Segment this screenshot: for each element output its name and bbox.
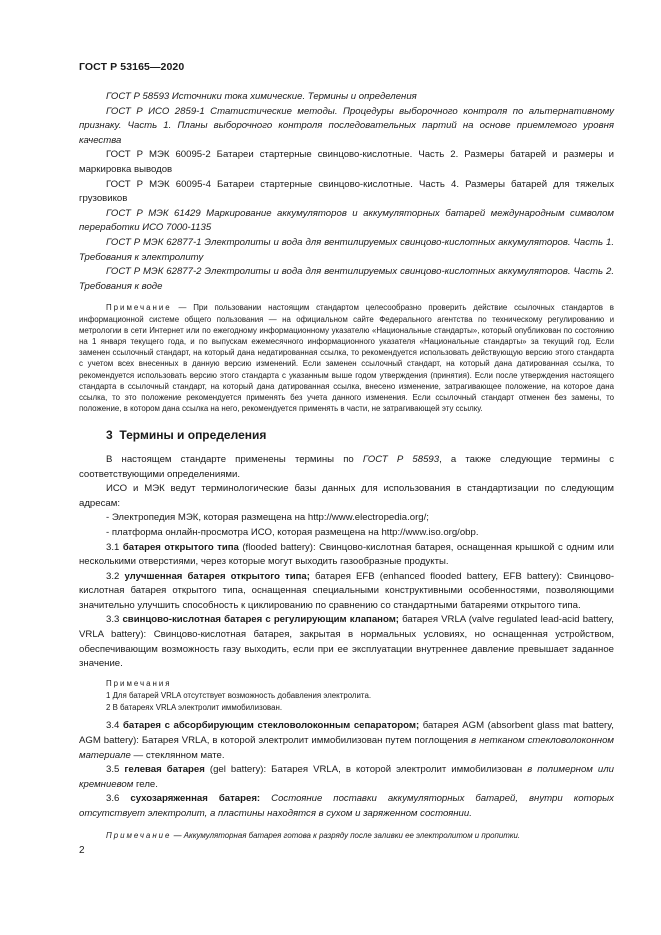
references-note: [79, 302, 614, 414]
list-item: - платформа онлайн-просмотра ИСО, которая размещена на http://www.iso.org/obp.: [106, 526, 479, 538]
reference-text: ГОСТ Р ИСО 2859-1 Статистические методы. Процедуры выборочного контроля по альтернативному признаку. Часть 1. Планы выборочного контроля последовательных партий на основе приемлемого уровня качества: [79, 105, 614, 146]
reference-text: ГОСТ Р МЭК 62877-2 Электролиты и вода для вентилируемых свинцово-кислотных аккумуляторов. Часть 2. Требования к воде: [79, 266, 614, 292]
address-list: [79, 511, 614, 540]
page-number: 2: [79, 845, 85, 856]
reference-item: [79, 236, 614, 265]
section-number: 3: [106, 428, 113, 443]
reference-text: ГОСТ Р 58593 Источники тока химические. Термины и определения: [106, 91, 417, 102]
references-list: [79, 90, 614, 294]
term-3-6: 3.6 сухозаряженная батарея: Состояние поставки аккумуляторных батарей, внутри которых отсутствует электролит, а пластины находятся в сухом и заряженном состоянии.: [79, 793, 614, 820]
term-3-4: 3.4 батарея с абсорбирующим стекловолоконным сепаратором; батарея AGM (absorbent glass mat battery, AGM battery): Батарея VRLA, в которой электролит иммобилизован путем поглощения в нетканом стекловолоконном материале — стеклянном мате.: [79, 720, 614, 761]
reference-text: ГОСТ Р МЭК 61429 Маркирование аккумуляторов и аккумуляторных батарей международным символом переработки ИСО 7000-1135: [79, 207, 614, 234]
notes-label: Примечания: [106, 678, 172, 688]
list-item: - Электропедия МЭК, которая размещена на http://www.electropedia.org/;: [106, 512, 429, 524]
section-title: Термины и определения: [119, 428, 267, 443]
standard-header: ГОСТ Р 53165—2020: [79, 61, 185, 73]
section-heading: [106, 428, 614, 443]
reference-item: ГОСТ Р МЭК 60095-4 Батареи стартерные свинцово-кислотные. Часть 4. Размеры батарей для тяжелых грузовиков: [79, 178, 614, 205]
paragraph: В настоящем стандарте применены термины по ГОСТ Р 58593, а также следующие термины с соответствующими определениями.: [79, 453, 614, 480]
note-text: — При пользовании настоящим стандартом целесообразно проверить действие ссылочных стандартов в информационной системе общего пользования — на официальном сайте Федерального агентства по техническому регулированию и метрологии в сети Интернет или по ежегодному информационному указателю «Национальные стандарты», который опубликован по состоянию на 1 января текущего года, и по выпускам ежемесячного информационного указателя «Национальные стандарты» за текущий год. Если заменен ссылочный стандарт, на который дана недатированная ссылка, то рекомендуется использовать действующую версию этого стандарта с учетом всех внесенных в данную версию изменений. Если заменен ссылочный стандарт, на который дана датированная ссылка, то рекомендуется использовать версию этого стандарта с указанным выше годом утверждения (принятия). Если после утверждения настоящего стандарта в ссылочный стандарт, на который дана датированная ссылка, внесено изменение, затрагивающее положение, на которое дана ссылка, то это положение рекомендуется применять без учета данного изменения. Если ссылочный стандарт отменен без замены, то положение, в котором дана ссылка на него, рекомендуется применять в части, не затрагивающей эту ссылку.: [79, 303, 614, 414]
note-item: 1 Для батарей VRLA отсутствует возможность добавления электролита.: [106, 691, 372, 701]
note-label: Примечание: [106, 303, 172, 313]
reference-item: ГОСТ Р МЭК 60095-2 Батареи стартерные свинцово-кислотные. Часть 2. Размеры батарей и размеры и маркировка выводов: [79, 149, 614, 175]
reference-item: [79, 265, 614, 294]
reference-item: [79, 90, 614, 105]
term-notes: [106, 678, 614, 714]
reference-item: [79, 105, 614, 149]
reference-item: [79, 207, 614, 236]
term-3-6-note: Примечание — Аккумуляторная батарея готова к разряду после заливки ее электролитом и пропитки.: [106, 830, 521, 840]
note-item: 2 В батареях VRLA электролит иммобилизован.: [106, 703, 283, 713]
term-3-3: 3.3 свинцово-кислотная батарея с регулирующим клапаном; батарея VRLA (valve regulated lead-acid battery, VRLA battery): Свинцово-кислотная батарея, закрытая в нормальных условиях, но оснащенная устройством, обеспечивающим возможность газу выходить, если при ее эксплуатации внутреннее давление превышает заданное значение.: [79, 614, 614, 670]
term-3-2: 3.2 улучшенная батарея открытого типа; батарея EFB (enhanced flooded battery, EFB battery): Свинцово-кислотная батарея открытого типа, оснащенная специальными конструктивными особенностями, позволяющими значительно улучшить способность к циклированию по сравнению со стандартными батареями открытого типа.: [79, 570, 615, 611]
term-3-5: 3.5 гелевая батарея (gel battery): Батарея VRLA, в которой электролит иммобилизован в полимерном или кремниевом геле.: [79, 764, 614, 790]
document-body: [79, 90, 614, 841]
reference-text: ГОСТ Р МЭК 62877-1 Электролиты и вода для вентилируемых свинцово-кислотных аккумуляторов. Часть 1. Требования к электролиту: [79, 236, 614, 263]
term-3-1: 3.1 батарея открытого типа (flooded battery): Свинцово-кислотная батарея, оснащенная крышкой с одним или несколькими отверстиями, через которые могут выходить газообразные продукты.: [79, 541, 614, 568]
paragraph: ИСО и МЭК ведут терминологические базы данных для использования в стандартизации по следующим адресам:: [79, 483, 614, 509]
